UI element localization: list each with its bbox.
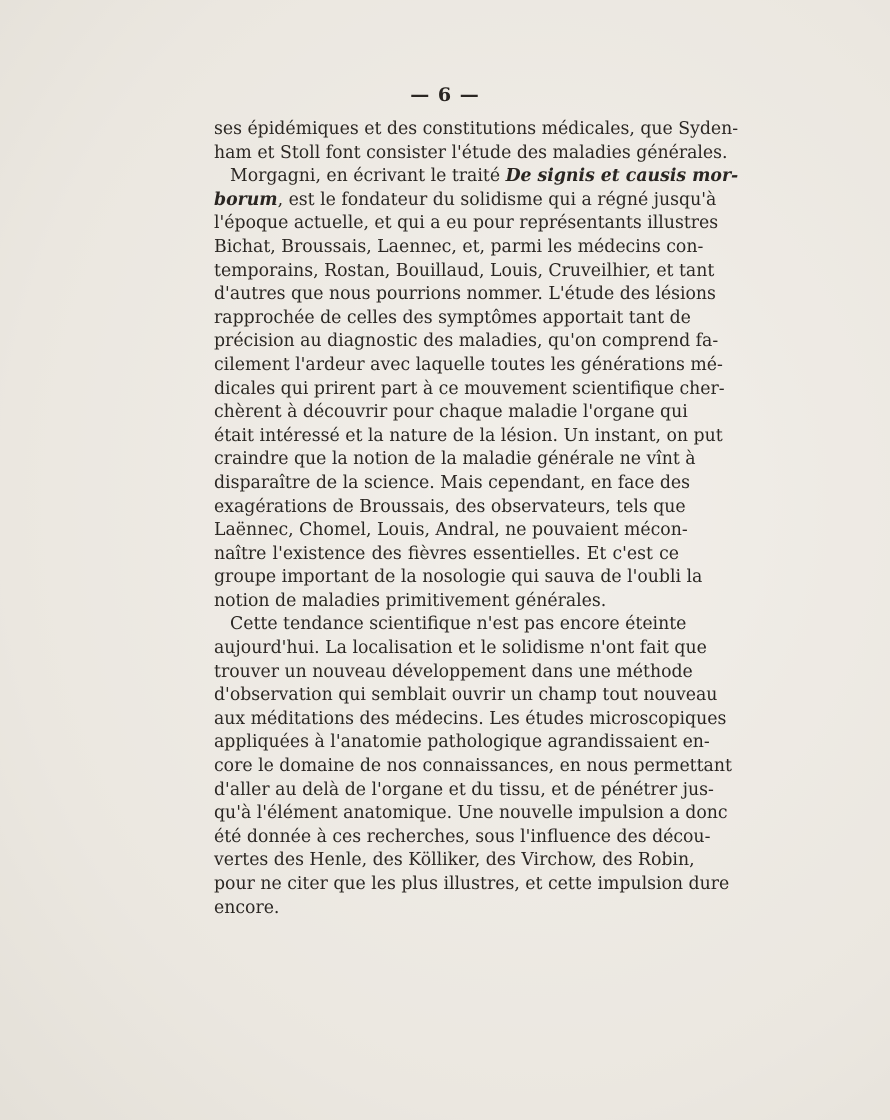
text-line: Bichat, Broussais, Laennec, et, parmi les médecins con- (214, 236, 704, 257)
latin-title: borum (214, 189, 278, 210)
text-line: été donnée à ces recherches, sous l'influence des décou- (214, 826, 711, 847)
text-line: Laënnec, Chomel, Louis, Andral, ne pouvaient mécon- (214, 520, 688, 541)
text-line: encore. (214, 897, 280, 918)
text-line: Cette tendance scientifique n'est pas encore éteinte (230, 614, 687, 635)
text-line: exagérations de Broussais, des observateurs, tels que (214, 496, 686, 517)
text-line: notion de maladies primitivement générales. (214, 590, 607, 611)
text-line: craindre que la notion de la maladie générale ne vînt à (214, 449, 696, 470)
text-line: cilement l'ardeur avec laquelle toutes les générations mé- (214, 354, 723, 375)
text-line: temporains, Rostan, Bouillaud, Louis, Cruveilhier, et tant (214, 260, 715, 281)
text-line: d'aller au delà de l'organe et du tissu, et de pénétrer jus- (214, 779, 714, 800)
page-number: — 6 — (410, 84, 480, 106)
text-line: précision au diagnostic des maladies, qu'on comprend fa- (214, 331, 719, 352)
text-line: core le domaine de nos connaissances, en nous permettant (214, 756, 732, 777)
text-line: Morgagni, en écrivant le traité De signis et causis mor- (230, 166, 739, 187)
text-line: chèrent à découvrir pour chaque maladie l'organe qui (214, 402, 688, 423)
text-line: était intéressé et la nature de la lésion. Un instant, on put (214, 425, 723, 446)
text-line: aujourd'hui. La localisation et le solidisme n'ont fait que (214, 638, 707, 659)
text-line: ses épidémiques et des constitutions médicales, que Syden- (214, 119, 739, 139)
text-line: pour ne citer que les plus illustres, et cette impulsion dure (214, 874, 730, 894)
text-line: appliquées à l'anatomie pathologique agrandissaient en- (214, 732, 710, 753)
text-line: rapprochée de celles des symptômes apportait tant de (214, 307, 691, 328)
text-line: dicales qui prirent part à ce mouvement scientifique cher- (214, 378, 725, 399)
latin-title: De signis et causis mor- (505, 166, 739, 187)
text-line: trouver un nouveau développement dans une méthode (214, 661, 693, 682)
text-line: ham et Stoll font consister l'étude des maladies générales. (214, 142, 728, 163)
text-line: aux méditations des médecins. Les études microscopiques (214, 708, 727, 729)
text-line: naître l'existence des fièvres essentielles. Et c'est ce (214, 543, 679, 564)
text-line: borum, est le fondateur du solidisme qui a régné jusqu'à (214, 189, 717, 210)
text-line: d'observation qui semblait ouvrir un champ tout nouveau (214, 685, 718, 706)
text-line: l'époque actuelle, et qui a eu pour représentants illustres (214, 213, 719, 234)
body-text (214, 118, 739, 920)
text-line: qu'à l'élément anatomique. Une nouvelle impulsion a donc (214, 803, 728, 824)
text-line: groupe important de la nosologie qui sauva de l'oubli la (214, 567, 703, 588)
text-line: disparaître de la science. Mais cependant, en face des (214, 472, 691, 493)
text-line: vertes des Henle, des Kölliker, des Virchow, des Robin, (214, 850, 695, 871)
text-line: d'autres que nous pourrions nommer. L'étude des lésions (214, 284, 716, 305)
